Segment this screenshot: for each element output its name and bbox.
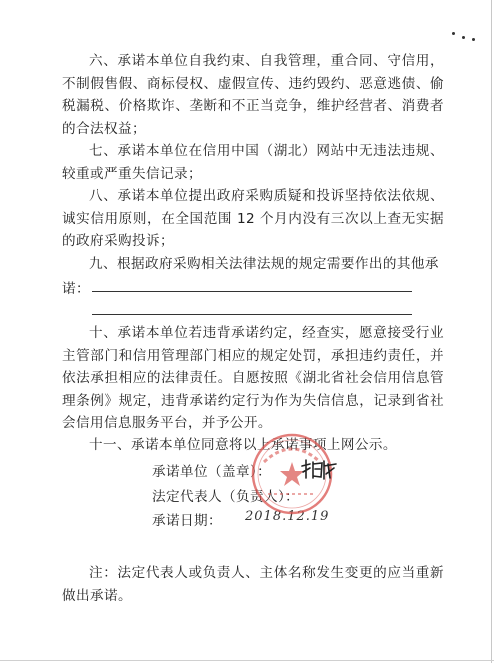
unit-seal-label: 承诺单位（盖章）：	[152, 464, 272, 480]
commitment-item-11: 十一、承诺本单位同意将以上承诺事项上网公示。	[89, 437, 397, 453]
commitment-item-8: 八、承诺本单位提出政府采购质疑和投诉坚持依法依规、诚实信用原则，在全国范围 12 个月内没有三次以上查无实据的政府采购投诉；	[62, 188, 444, 249]
page-edge	[0, 660, 494, 661]
scan-speck	[472, 38, 475, 41]
page-edge	[491, 0, 492, 663]
commitment-item-9: 九、根据政府采购相关法律法规的规定需要作出的其他承	[89, 256, 439, 272]
blank-fill-line	[92, 291, 412, 292]
commitment-date-label: 承诺日期：	[152, 513, 222, 529]
footnote: 注：法定代表人或负责人、主体名称发生变更的应当重新做出承诺。	[62, 565, 444, 604]
legal-representative-label: 法定代表人（负责人）：	[152, 489, 300, 505]
commitment-item-7: 七、承诺本单位在信用中国（湖北）网站中无违法违规、较重或严重失信记录；	[62, 143, 444, 182]
scan-speck	[452, 32, 455, 35]
commitment-item-6: 六、承诺本单位自我约束、自我管理，重合同、守信用，不制假售假、商标侵权、虚假宣传、违约毁约、恶意逃债、偷税漏税、价格欺诈、垄断和不正当竞争，维护经营者、消费者的合法权益；	[62, 53, 444, 137]
commitment-item-9-tail: 诺：	[62, 281, 90, 297]
blank-fill-line	[92, 314, 412, 315]
commitment-date-value: 2018.12.19	[245, 509, 330, 524]
handwritten-signature	[300, 458, 340, 482]
scan-speck	[462, 36, 465, 39]
commitment-item-10: 十、承诺本单位若违背承诺约定，经查实，愿意接受行业主管部门和信用管理部门相应的规定处罚，承担违约责任，并依法承担相应的法律责任。自愿按照《湖北省社会信用信息管理条例》规定，违背承诺约定行为作为失信信息，记录到省社会信用信息服务平台，并予公开。	[62, 325, 444, 431]
